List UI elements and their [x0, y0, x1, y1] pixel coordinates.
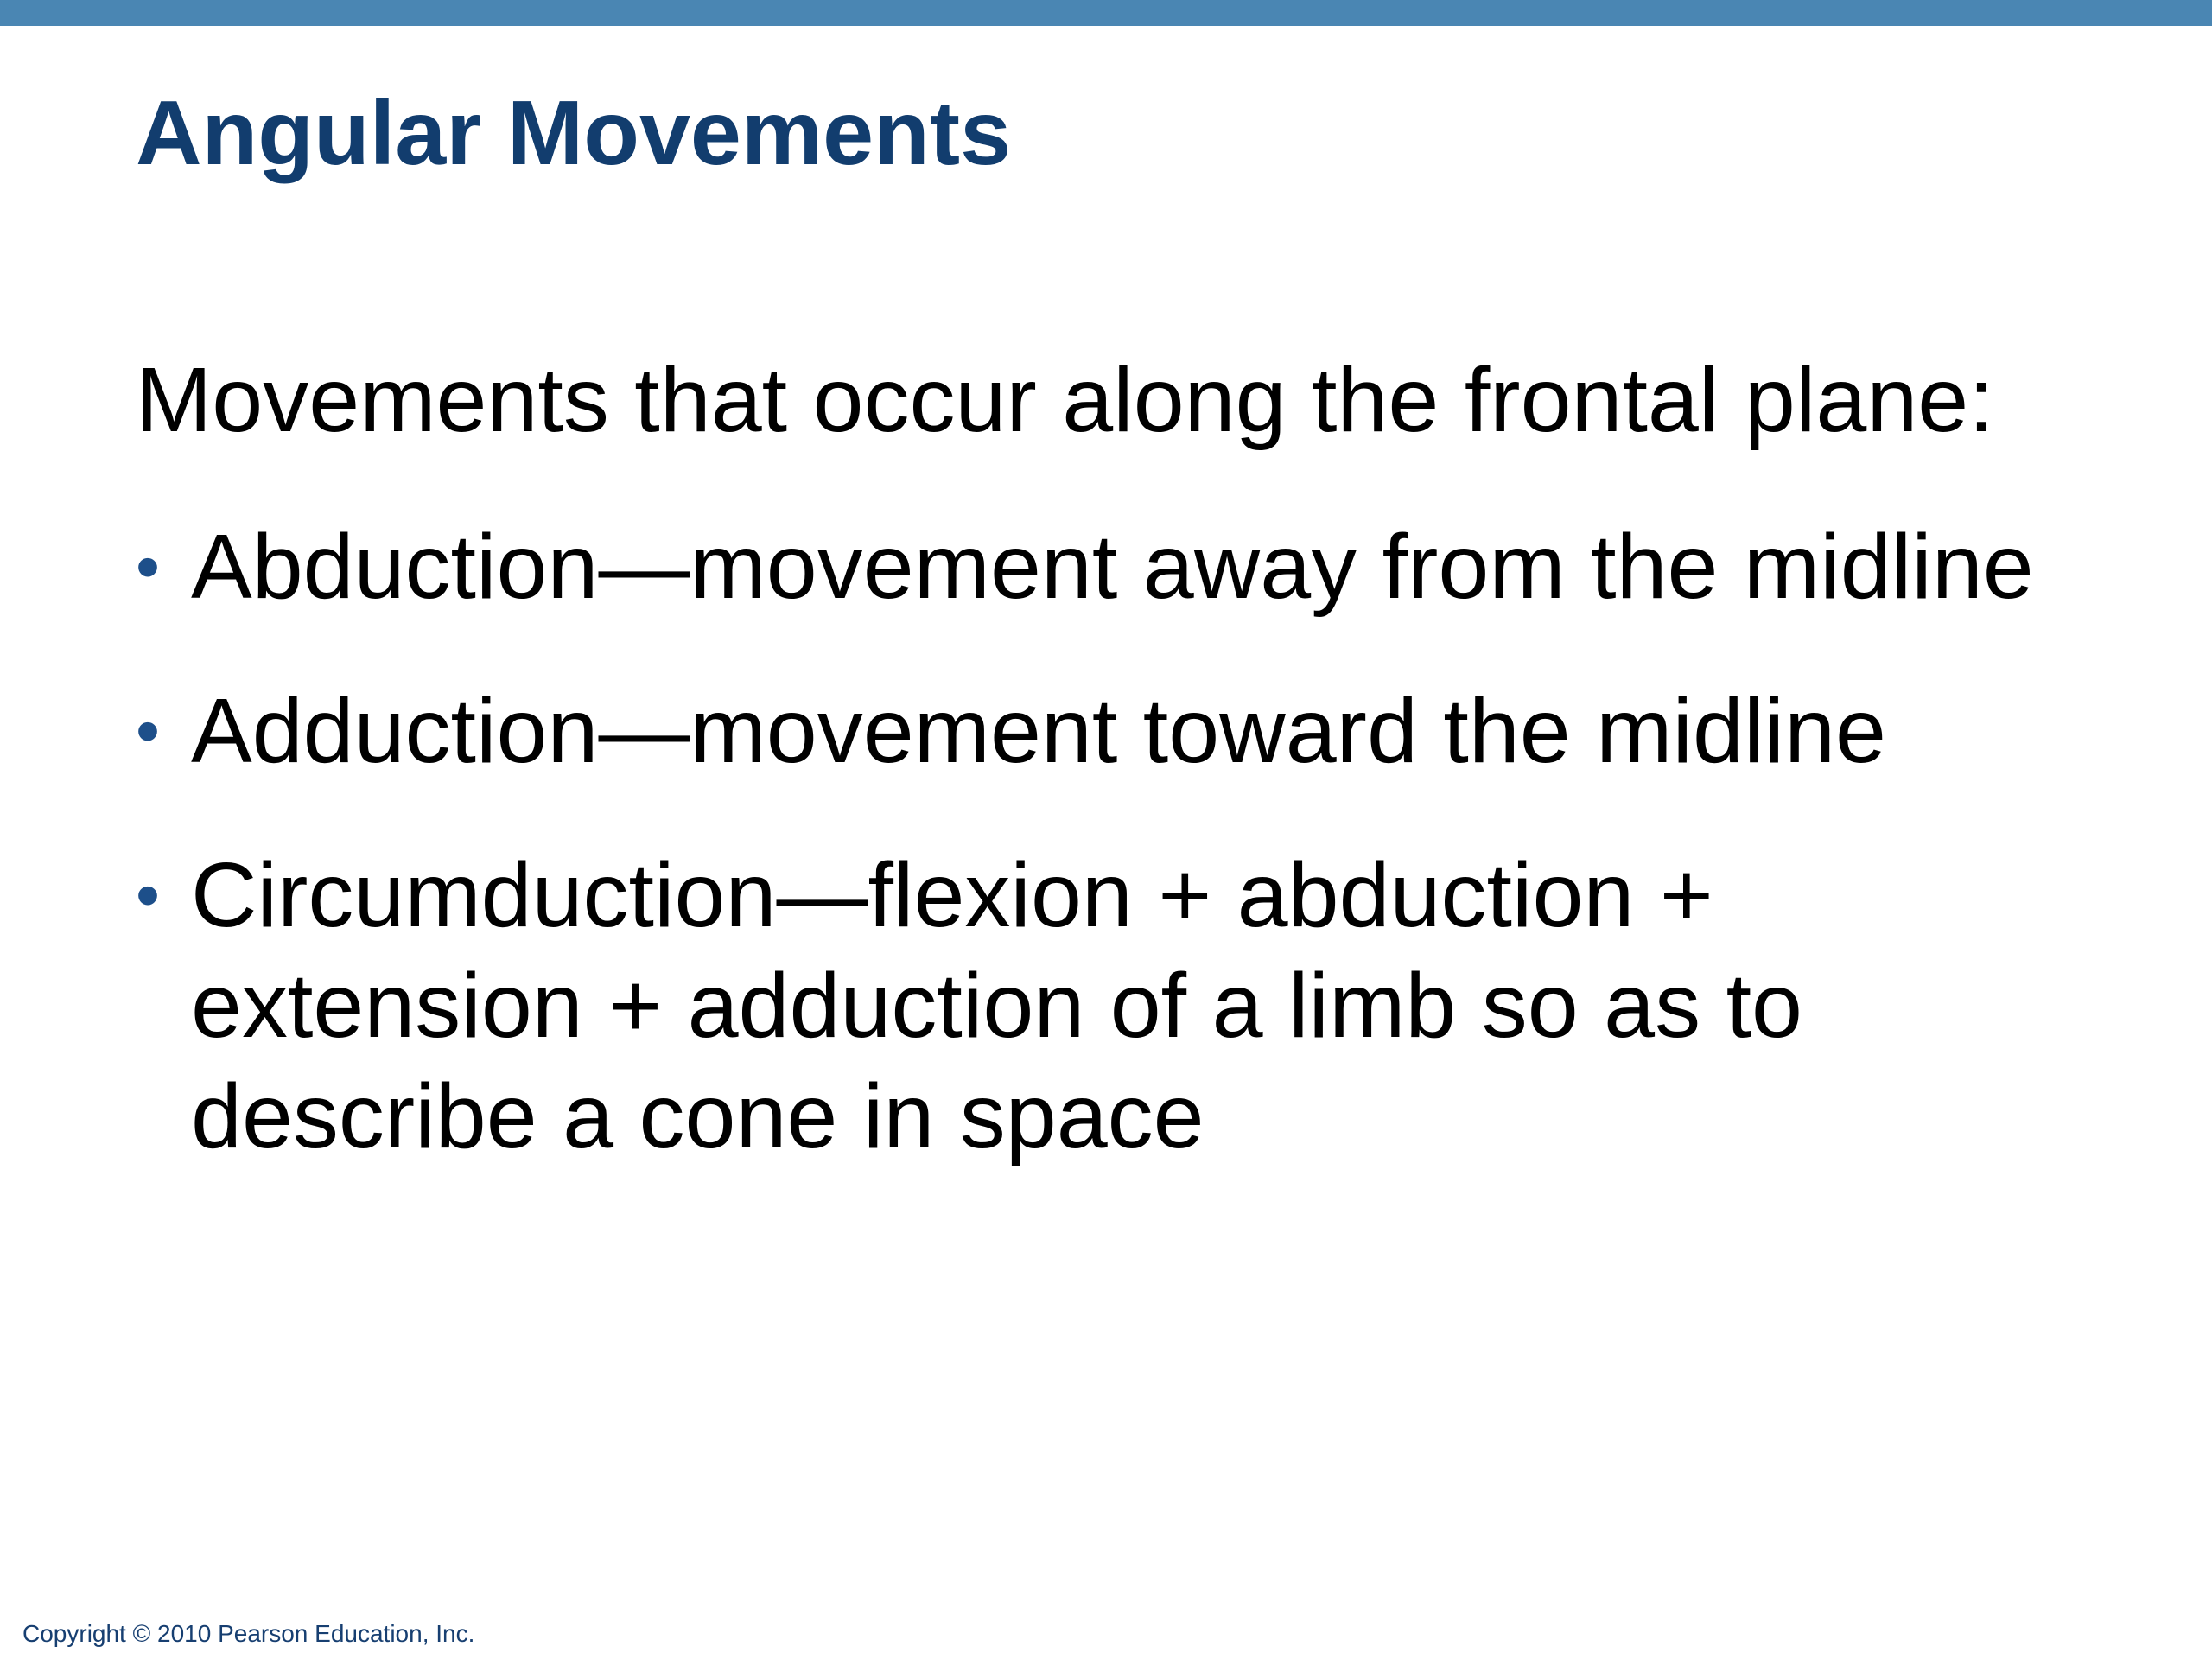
- bullet-icon: •: [136, 692, 161, 769]
- bullet-item-abduction: [136, 512, 2106, 622]
- top-accent-bar: [0, 0, 2212, 26]
- bullet-text: Abduction—movement away from the midline: [191, 516, 2034, 618]
- bullet-text: Circumduction—flexion + abduction + extension + adduction of a limb so as to describe a cone in space: [191, 844, 1802, 1167]
- bullet-item-circumduction: [136, 840, 1876, 1172]
- bullet-list: [136, 512, 2106, 1225]
- slide-title: Angular Movements: [136, 82, 1012, 184]
- slide-intro: Movements that occur along the frontal plane:: [136, 349, 1994, 451]
- bullet-item-adduction: [136, 676, 2106, 786]
- copyright-footer: Copyright © 2010 Pearson Education, Inc.: [22, 1620, 475, 1647]
- bullet-icon: •: [136, 856, 161, 933]
- bullet-text: Adduction—movement toward the midline: [191, 680, 1886, 782]
- bullet-icon: •: [136, 528, 161, 605]
